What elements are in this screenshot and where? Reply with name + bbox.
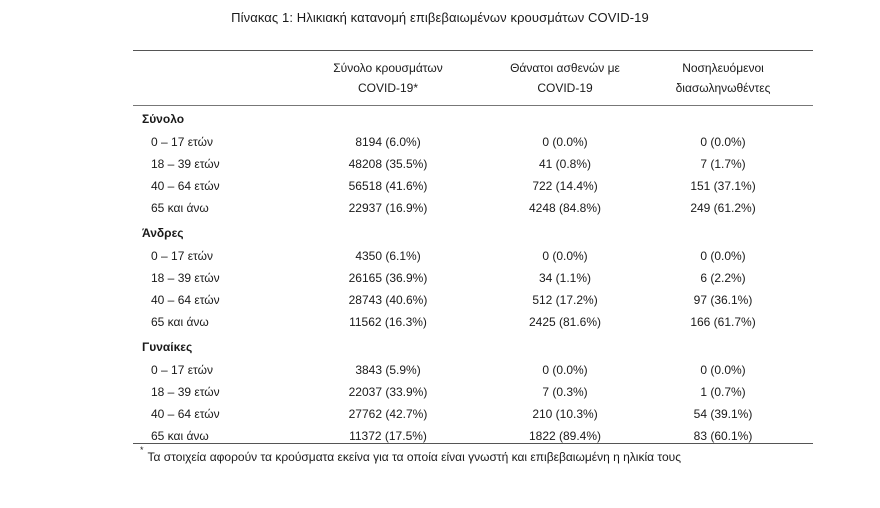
- cases-cell: 3843 (5.9%): [355, 363, 421, 377]
- intubated-cell: 97 (36.1%): [693, 293, 753, 307]
- deaths-cell: 0 (0.0%): [542, 363, 588, 377]
- column-header-line: Σύνολο κρουσμάτων: [333, 61, 443, 75]
- deaths-cell: 0 (0.0%): [542, 249, 588, 263]
- group-heading-women: Γυναίκες: [142, 340, 193, 354]
- cases-cell: 11372 (17.5%): [349, 429, 427, 443]
- intubated-cell: 0 (0.0%): [700, 249, 746, 263]
- column-header-total-cases: [308, 58, 468, 104]
- column-header-line: Θάνατοι ασθενών με: [510, 61, 620, 75]
- deaths-cell: 2425 (81.6%): [528, 315, 602, 329]
- row-label: 18 – 39 ετών: [151, 271, 220, 285]
- deaths-cell: 210 (10.3%): [532, 407, 598, 421]
- table-row: [133, 268, 813, 288]
- deaths-cell: 722 (14.4%): [532, 179, 598, 193]
- cases-cell: 4350 (6.1%): [355, 249, 421, 263]
- row-label: 65 και άνω: [151, 201, 209, 215]
- cases-cell: 22937 (16.9%): [348, 201, 428, 215]
- group-heading-men: Άνδρες: [142, 226, 184, 240]
- deaths-cell: 41 (0.8%): [538, 157, 592, 171]
- group-heading-total: Σύνολο: [142, 112, 185, 126]
- row-label: 18 – 39 ετών: [151, 157, 220, 171]
- table-top-rule: [133, 50, 813, 51]
- row-label: 0 – 17 ετών: [151, 135, 213, 149]
- intubated-cell: 83 (60.1%): [693, 429, 753, 443]
- deaths-cell: 1822 (89.4%): [528, 429, 602, 443]
- header-rule: [133, 105, 813, 106]
- table-row: [133, 176, 813, 196]
- column-header-line: COVID-19*: [357, 81, 419, 95]
- table-row: [133, 154, 813, 174]
- row-label: 40 – 64 ετών: [151, 407, 220, 421]
- footnote: [140, 445, 681, 464]
- row-label: 0 – 17 ετών: [151, 249, 213, 263]
- cases-cell: 28743 (40.6%): [348, 293, 428, 307]
- row-label: 0 – 17 ετών: [151, 363, 213, 377]
- deaths-cell: 4248 (84.8%): [528, 201, 602, 215]
- deaths-cell: 0 (0.0%): [542, 135, 588, 149]
- intubated-cell: 7 (1.7%): [700, 157, 746, 171]
- column-header-line: διασωληνωθέντες: [675, 81, 771, 95]
- table-bottom-rule: [133, 443, 813, 444]
- table-row: [133, 290, 813, 310]
- intubated-cell: 54 (39.1%): [693, 407, 753, 421]
- table-row: [133, 382, 813, 402]
- deaths-cell: 7 (0.3%): [542, 385, 588, 399]
- cases-cell: 48208 (35.5%): [348, 157, 428, 171]
- cases-cell: 27762 (42.7%): [348, 407, 428, 421]
- footnote-text: Τα στοιχεία αφορούν τα κρούσματα εκείνα για τα οποία είναι γνωστή και επιβεβαιωμένη η ηλικία τους: [147, 450, 681, 464]
- table-row: [133, 198, 813, 218]
- table-row: [133, 360, 813, 380]
- cases-cell: 11562 (16.3%): [349, 315, 427, 329]
- row-label: 40 – 64 ετών: [151, 179, 220, 193]
- column-header-deaths: [485, 58, 645, 104]
- deaths-cell: 512 (17.2%): [532, 293, 598, 307]
- column-header-line: COVID-19: [537, 81, 593, 95]
- row-label: 40 – 64 ετών: [151, 293, 220, 307]
- column-header-line: Νοσηλευόμενοι: [682, 61, 764, 75]
- intubated-cell: 0 (0.0%): [700, 363, 746, 377]
- column-header-intubated: [643, 58, 803, 104]
- intubated-cell: 1 (0.7%): [700, 385, 746, 399]
- footnote-marker: *: [140, 445, 144, 455]
- intubated-cell: 6 (2.2%): [700, 271, 746, 285]
- cases-cell: 56518 (41.6%): [348, 179, 428, 193]
- table-row: [133, 246, 813, 266]
- cases-cell: 22037 (33.9%): [348, 385, 428, 399]
- table-row: [133, 312, 813, 332]
- table-title: Πίνακας 1: Ηλικιακή κατανομή επιβεβαιωμένων κρουσμάτων COVID-19: [231, 10, 649, 25]
- row-label: 18 – 39 ετών: [151, 385, 220, 399]
- cases-cell: 26165 (36.9%): [348, 271, 428, 285]
- table-row: [133, 404, 813, 424]
- table-row: [133, 132, 813, 152]
- deaths-cell: 34 (1.1%): [538, 271, 592, 285]
- cases-cell: 8194 (6.0%): [355, 135, 421, 149]
- intubated-cell: 0 (0.0%): [700, 135, 746, 149]
- intubated-cell: 166 (61.7%): [690, 315, 756, 329]
- row-label: 65 και άνω: [151, 315, 209, 329]
- intubated-cell: 151 (37.1%): [690, 179, 756, 193]
- row-label: 65 και άνω: [151, 429, 209, 443]
- intubated-cell: 249 (61.2%): [690, 201, 756, 215]
